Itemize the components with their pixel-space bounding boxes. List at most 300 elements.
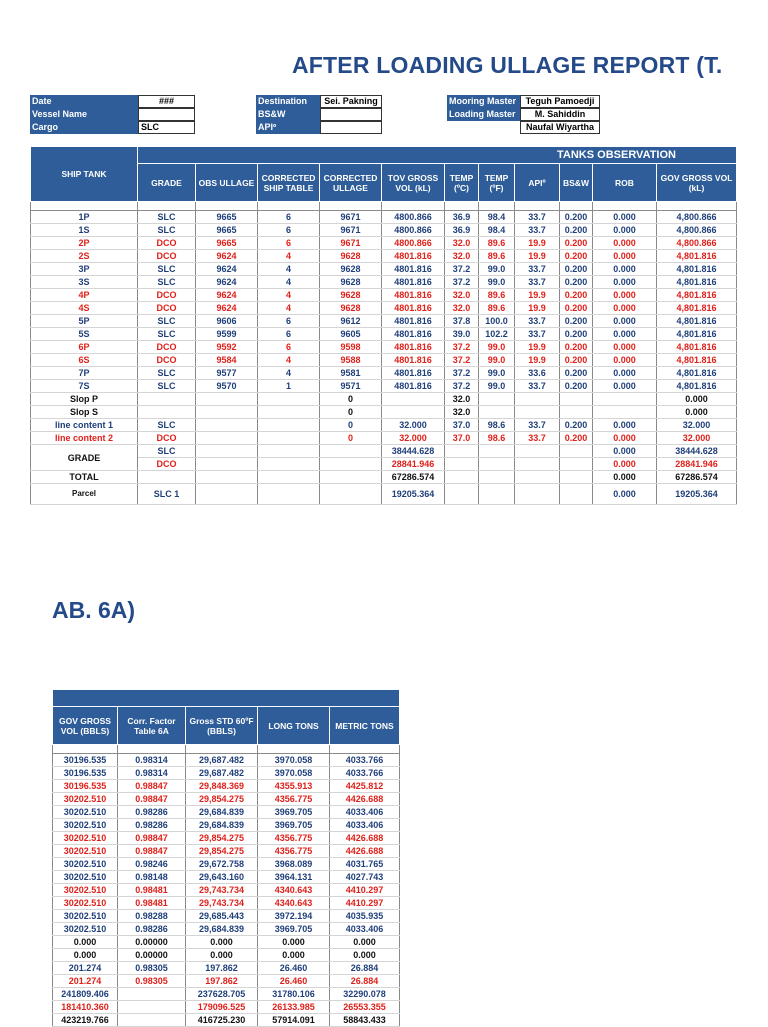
conversion-table-body [53, 745, 400, 1027]
cell-grade: SLC [138, 380, 196, 393]
cell-temp-f [479, 393, 515, 406]
cell-bsw: 0.200 [560, 341, 593, 354]
conversion-row [53, 767, 400, 780]
cell-long-tons: 3969.705 [258, 806, 330, 819]
cell-rob: 0.000 [593, 224, 657, 237]
cell-grade [138, 393, 196, 406]
cell-temp-f: 99.0 [479, 276, 515, 289]
cell-grade: DCO [138, 289, 196, 302]
conversion-row [53, 806, 400, 819]
cell-gross-std: 29,687.482 [186, 767, 258, 780]
cell-corr-factor: 0.98847 [118, 793, 186, 806]
cell-metric-tons: 4033.406 [330, 923, 400, 936]
empty-cell [320, 484, 382, 505]
cell-corr-factor: 0.98246 [118, 858, 186, 871]
tank-row [31, 367, 737, 380]
cell-ship-tank: line content 2 [31, 432, 138, 445]
cell-gross-std: 179096.525 [186, 1001, 258, 1014]
cell-corrected-ship-table: 4 [258, 289, 320, 302]
cell-tov-gross-vol: 4801.816 [382, 289, 445, 302]
cell-long-tons: 4356.775 [258, 832, 330, 845]
cell-tov-gross-vol: 19205.364 [382, 484, 445, 505]
cell-gross-std: 29,672.758 [186, 858, 258, 871]
cell-corrected-ullage: 9581 [320, 367, 382, 380]
conversion-row [53, 793, 400, 806]
cell-corr-factor: 0.98286 [118, 923, 186, 936]
conversion-row [53, 975, 400, 988]
report-title-continued: AB. 6A) [52, 597, 136, 623]
cell-ship-tank: 4P [31, 289, 138, 302]
tank-row [31, 302, 737, 315]
cell-corrected-ship-table: 4 [258, 263, 320, 276]
cell-temp-c: 37.2 [445, 263, 479, 276]
cell-corrected-ship-table: 6 [258, 315, 320, 328]
cell-api: 33.7 [515, 419, 560, 432]
conversion-row [53, 832, 400, 845]
spacer-row [31, 202, 737, 211]
cell-bsw [560, 393, 593, 406]
empty-cell [515, 458, 560, 471]
total-row [31, 471, 737, 484]
conversion-row [53, 923, 400, 936]
empty-cell [560, 471, 593, 484]
date-label: Date [30, 95, 138, 108]
cell-bsw: 0.200 [560, 276, 593, 289]
cell-grade: SLC [138, 276, 196, 289]
cell-long-tons: 26.460 [258, 975, 330, 988]
cell-gov-bbls: 30202.510 [53, 793, 118, 806]
conversion-row [53, 897, 400, 910]
cell-grade: DCO [138, 458, 196, 471]
cell-gov-gross-vol: 4,800.866 [657, 237, 737, 250]
cell-grade: SLC [138, 315, 196, 328]
header-metric-tons: METRIC TONS [330, 707, 400, 745]
cell-tov-gross-vol: 32.000 [382, 419, 445, 432]
cell-gov-gross-vol: 4,801.816 [657, 250, 737, 263]
cell-temp-c: 32.0 [445, 237, 479, 250]
cell-rob: 0.000 [593, 471, 657, 484]
cell-temp-f: 89.6 [479, 289, 515, 302]
cell-temp-c: 37.2 [445, 380, 479, 393]
cell-temp-f: 89.6 [479, 302, 515, 315]
header-temp-f: TEMP (ºF) [479, 164, 515, 202]
cell-obs-ullage: 9577 [196, 367, 258, 380]
cargo-value: SLC [138, 121, 195, 134]
cell-api: 19.9 [515, 341, 560, 354]
cell-corr-factor: 0.98314 [118, 754, 186, 767]
cell-api: 19.9 [515, 354, 560, 367]
cell-gross-std: 29,684.839 [186, 806, 258, 819]
cell-metric-tons: 58843.433 [330, 1014, 400, 1027]
cell-bsw: 0.200 [560, 224, 593, 237]
empty-cell [479, 471, 515, 484]
cell-corr-factor: 0.98286 [118, 806, 186, 819]
cell-gov-gross-vol: 67286.574 [657, 471, 737, 484]
header-corrected-ullage: CORRECTED ULLAGE [320, 164, 382, 202]
empty-cell [258, 445, 320, 458]
cell-gov-gross-vol: 4,801.816 [657, 380, 737, 393]
header-grade: GRADE [138, 164, 196, 202]
cell-grade: DCO [138, 250, 196, 263]
cell-metric-tons: 4035.935 [330, 910, 400, 923]
cell-long-tons: 26.460 [258, 962, 330, 975]
cell-long-tons: 4356.775 [258, 793, 330, 806]
cell-tov-gross-vol: 32.000 [382, 432, 445, 445]
empty-cell [479, 458, 515, 471]
tank-row [31, 354, 737, 367]
cell-rob: 0.000 [593, 263, 657, 276]
report-title: AFTER LOADING ULLAGE REPORT (T. [292, 52, 723, 78]
empty-cell [560, 484, 593, 505]
cell-gov-bbls: 30202.510 [53, 910, 118, 923]
cell-corrected-ullage: 9671 [320, 211, 382, 224]
cell-tov-gross-vol: 4800.866 [382, 224, 445, 237]
cell-corrected-ullage: 9628 [320, 276, 382, 289]
cell-gross-std: 29,643.160 [186, 871, 258, 884]
cell-bsw: 0.200 [560, 419, 593, 432]
cell-long-tons: 31780.106 [258, 988, 330, 1001]
cell-grade: SLC [138, 263, 196, 276]
cell-gov-gross-vol: 19205.364 [657, 484, 737, 505]
cell-temp-c: 32.0 [445, 393, 479, 406]
empty-cell [196, 445, 258, 458]
conversion-row [53, 884, 400, 897]
cell-obs-ullage: 9624 [196, 302, 258, 315]
loading-label: Loading Master [447, 108, 520, 121]
tank-row [31, 263, 737, 276]
cell-temp-c: 37.0 [445, 432, 479, 445]
tank-row [31, 432, 737, 445]
header-gov-bbls: GOV GROSS VOL (BBLS) [53, 707, 118, 745]
cell-temp-f: 99.0 [479, 341, 515, 354]
cell-grade: SLC [138, 445, 196, 458]
empty-cell [515, 484, 560, 505]
cell-corrected-ullage: 9628 [320, 289, 382, 302]
cell-gov-gross-vol: 4,801.816 [657, 367, 737, 380]
conversion-row [53, 858, 400, 871]
cell-tov-gross-vol: 28841.946 [382, 458, 445, 471]
cell-temp-f: 98.6 [479, 419, 515, 432]
conversion-row [53, 936, 400, 949]
cell-ship-tank: 6P [31, 341, 138, 354]
tank-row [31, 328, 737, 341]
header-corr-factor: Corr. Factor Table 6A [118, 707, 186, 745]
cell-corr-factor: 0.98286 [118, 819, 186, 832]
cell-temp-c: 32.0 [445, 406, 479, 419]
cell-long-tons: 4355.913 [258, 780, 330, 793]
cell-tov-gross-vol: 4801.816 [382, 276, 445, 289]
cell-gross-std: 29,743.734 [186, 897, 258, 910]
cell-temp-f: 98.4 [479, 211, 515, 224]
conversion-row [53, 845, 400, 858]
tank-row [31, 341, 737, 354]
cell-ship-tank: 7P [31, 367, 138, 380]
bsw-label: BS&W [256, 108, 320, 121]
mooring-label: Mooring Master [447, 95, 520, 108]
cell-obs-ullage: 9570 [196, 380, 258, 393]
cell-corrected-ullage: 9598 [320, 341, 382, 354]
cell-corr-factor: 0.98481 [118, 897, 186, 910]
cell-corr-factor: 0.00000 [118, 936, 186, 949]
cell-gov-gross-vol: 4,801.816 [657, 354, 737, 367]
cell-temp-c: 37.8 [445, 315, 479, 328]
empty-cell [445, 484, 479, 505]
tank-row [31, 250, 737, 263]
tank-row [31, 276, 737, 289]
cell-tov-gross-vol: 4801.816 [382, 302, 445, 315]
cell-grade: DCO [138, 341, 196, 354]
cell-gross-std: 197.862 [186, 975, 258, 988]
cell-corr-factor: 0.98847 [118, 832, 186, 845]
cell-ship-tank: Slop P [31, 393, 138, 406]
conversion-table [52, 689, 400, 1027]
empty-cell [196, 471, 258, 484]
cell-gov-gross-vol: 0.000 [657, 393, 737, 406]
cell-bsw: 0.200 [560, 315, 593, 328]
cell-metric-tons: 4426.688 [330, 845, 400, 858]
empty-cell [196, 484, 258, 505]
conversion-row [53, 988, 400, 1001]
header-temp-c: TEMP (ºC) [445, 164, 479, 202]
cell-grade: DCO [138, 237, 196, 250]
cell-bsw: 0.200 [560, 367, 593, 380]
cell-grade: SLC [138, 328, 196, 341]
cell-gov-gross-vol: 4,801.816 [657, 302, 737, 315]
cell-gov-bbls: 30202.510 [53, 832, 118, 845]
grade-label: GRADE [31, 445, 138, 471]
cell-grade: DCO [138, 302, 196, 315]
cell-temp-f: 99.0 [479, 367, 515, 380]
cell-obs-ullage [196, 419, 258, 432]
cell-corrected-ullage: 9571 [320, 380, 382, 393]
cell-ship-tank: 3S [31, 276, 138, 289]
group-header-tanks-observation: TANKS OBSERVATION [138, 147, 737, 164]
cell-gov-bbls: 30202.510 [53, 884, 118, 897]
cell-corrected-ullage: 9588 [320, 354, 382, 367]
cell-bsw: 0.200 [560, 302, 593, 315]
tank-row [31, 315, 737, 328]
cell-temp-c: 37.2 [445, 367, 479, 380]
cell-tov-gross-vol: 4801.816 [382, 354, 445, 367]
cell-long-tons: 57914.091 [258, 1014, 330, 1027]
cell-api: 33.7 [515, 224, 560, 237]
destination-label: Destination [256, 95, 320, 108]
cell-corrected-ullage: 9671 [320, 224, 382, 237]
cell-long-tons: 26133.985 [258, 1001, 330, 1014]
cell-tov-gross-vol [382, 406, 445, 419]
cell-long-tons: 0.000 [258, 949, 330, 962]
tank-row [31, 289, 737, 302]
cell-corr-factor: 0.98305 [118, 975, 186, 988]
cell-long-tons: 3972.194 [258, 910, 330, 923]
cell-rob: 0.000 [593, 419, 657, 432]
cell-ship-tank: 5S [31, 328, 138, 341]
cell-gov-bbls: 201.274 [53, 962, 118, 975]
empty-cell [560, 445, 593, 458]
cell-gross-std: 29,684.839 [186, 819, 258, 832]
cell-rob: 0.000 [593, 458, 657, 471]
cell-obs-ullage: 9624 [196, 289, 258, 302]
cell-metric-tons: 4426.688 [330, 832, 400, 845]
cell-obs-ullage: 9665 [196, 211, 258, 224]
header-obs-ullage: OBS ULLAGE [196, 164, 258, 202]
cell-gross-std: 29,854.275 [186, 793, 258, 806]
cell-gov-gross-vol: 32.000 [657, 432, 737, 445]
cell-gov-gross-vol: 4,801.816 [657, 315, 737, 328]
cell-api: 33.7 [515, 328, 560, 341]
cell-long-tons: 4340.643 [258, 884, 330, 897]
cell-gov-gross-vol: 38444.628 [657, 445, 737, 458]
cell-gov-bbls: 30196.535 [53, 767, 118, 780]
header-gov-gross-vol: GOV GROSS VOL (kL) [657, 164, 737, 202]
cell-temp-f: 99.0 [479, 263, 515, 276]
cell-corrected-ullage: 9671 [320, 237, 382, 250]
grade-summary-row [31, 445, 737, 458]
cell-corrected-ship-table: 4 [258, 367, 320, 380]
conversion-row [53, 1001, 400, 1014]
cell-gross-std: 29,848.369 [186, 780, 258, 793]
cell-temp-c: 39.0 [445, 328, 479, 341]
cell-corr-factor: 0.98481 [118, 884, 186, 897]
cell-temp-c: 37.0 [445, 419, 479, 432]
cell-obs-ullage [196, 393, 258, 406]
cell-grade: DCO [138, 432, 196, 445]
cell-long-tons: 3969.705 [258, 819, 330, 832]
tank-row [31, 211, 737, 224]
empty-cell [445, 471, 479, 484]
cell-temp-c: 32.0 [445, 302, 479, 315]
cell-ship-tank: 4S [31, 302, 138, 315]
cell-corr-factor: 0.98288 [118, 910, 186, 923]
cell-grade: DCO [138, 354, 196, 367]
cell-gov-bbls: 30202.510 [53, 806, 118, 819]
conversion-row [53, 780, 400, 793]
cell-temp-f: 100.0 [479, 315, 515, 328]
cell-api: 33.7 [515, 380, 560, 393]
empty-cell [515, 445, 560, 458]
cell-temp-c: 37.2 [445, 341, 479, 354]
cell-corr-factor: 0.00000 [118, 949, 186, 962]
cell-temp-f: 89.6 [479, 250, 515, 263]
conversion-row [53, 962, 400, 975]
conversion-row [53, 1014, 400, 1027]
cell-ship-tank: Slop S [31, 406, 138, 419]
empty-cell [258, 484, 320, 505]
cell-rob: 0.000 [593, 380, 657, 393]
cell-gov-bbls: 0.000 [53, 949, 118, 962]
mooring-value: Teguh Pamoedji [520, 95, 600, 108]
cell-rob: 0.000 [593, 211, 657, 224]
cell-temp-f: 99.0 [479, 354, 515, 367]
cell-corrected-ship-table [258, 393, 320, 406]
cell-api [515, 393, 560, 406]
cell-corrected-ship-table: 6 [258, 237, 320, 250]
cell-corrected-ullage: 9605 [320, 328, 382, 341]
cell-tov-gross-vol: 4800.866 [382, 211, 445, 224]
cell-gov-bbls: 30202.510 [53, 871, 118, 884]
cell-rob: 0.000 [593, 276, 657, 289]
empty-cell [258, 471, 320, 484]
cell-metric-tons: 4426.688 [330, 793, 400, 806]
cell-temp-c: 32.0 [445, 289, 479, 302]
vessel-value [138, 108, 195, 121]
header-ship-tank: SHIP TANK [31, 147, 138, 202]
cell-bsw [560, 406, 593, 419]
cell-api: 19.9 [515, 289, 560, 302]
cell-api [515, 406, 560, 419]
cell-gov-bbls: 181410.360 [53, 1001, 118, 1014]
cell-rob: 0.000 [593, 367, 657, 380]
cell-obs-ullage: 9599 [196, 328, 258, 341]
header-rob: ROB [593, 164, 657, 202]
cell-temp-f: 99.0 [479, 380, 515, 393]
cell-gov-bbls: 201.274 [53, 975, 118, 988]
conversion-row [53, 871, 400, 884]
cell-corr-factor: 0.98148 [118, 871, 186, 884]
cell-gross-std: 197.862 [186, 962, 258, 975]
cell-ship-tank: line content 1 [31, 419, 138, 432]
cell-temp-c: 36.9 [445, 211, 479, 224]
cell-long-tons: 4340.643 [258, 897, 330, 910]
tank-row [31, 237, 737, 250]
cell-corrected-ship-table: 6 [258, 211, 320, 224]
cell-obs-ullage [196, 432, 258, 445]
cell-metric-tons: 32290.078 [330, 988, 400, 1001]
cell-temp-f: 89.6 [479, 237, 515, 250]
tanks-observation-table [30, 146, 737, 505]
cell-rob: 0.000 [593, 445, 657, 458]
tank-row [31, 380, 737, 393]
cell-metric-tons: 4027.743 [330, 871, 400, 884]
cell-bsw: 0.200 [560, 263, 593, 276]
tank-row [31, 406, 737, 419]
parcel-row [31, 484, 737, 505]
api-value [320, 121, 382, 134]
cell-long-tons: 3964.131 [258, 871, 330, 884]
loading-value: M. Sahiddin [520, 108, 600, 121]
cell-corr-factor: 0.98847 [118, 780, 186, 793]
vessel-label: Vessel Name [30, 108, 138, 121]
cell-tov-gross-vol: 4801.816 [382, 263, 445, 276]
cell-metric-tons: 26.884 [330, 975, 400, 988]
header-bsw: BS&W [560, 164, 593, 202]
header-gross-std: Gross STD 60ºF (BBLS) [186, 707, 258, 745]
cell-rob: 0.000 [593, 432, 657, 445]
cell-ship-tank: 1P [31, 211, 138, 224]
cell-ship-tank: 1S [31, 224, 138, 237]
cell-gross-std: 29,854.275 [186, 832, 258, 845]
cell-temp-c: 36.9 [445, 224, 479, 237]
cell-gross-std: 0.000 [186, 936, 258, 949]
cell-gross-std: 416725.230 [186, 1014, 258, 1027]
cell-bsw: 0.200 [560, 250, 593, 263]
cell-bsw: 0.200 [560, 289, 593, 302]
cell-tov-gross-vol: 4801.816 [382, 367, 445, 380]
cargo-label: Cargo [30, 121, 138, 134]
cell-gov-gross-vol: 4,801.816 [657, 276, 737, 289]
cell-corrected-ullage: 9628 [320, 263, 382, 276]
conversion-row [53, 754, 400, 767]
cell-obs-ullage: 9606 [196, 315, 258, 328]
conversion-row [53, 910, 400, 923]
cell-temp-f: 98.4 [479, 224, 515, 237]
cell-metric-tons: 4410.297 [330, 884, 400, 897]
cell-tov-gross-vol: 4800.866 [382, 237, 445, 250]
cell-gov-gross-vol: 4,801.816 [657, 289, 737, 302]
cell-long-tons: 3969.705 [258, 923, 330, 936]
date-value: ### [138, 95, 195, 108]
cell-gov-bbls: 423219.766 [53, 1014, 118, 1027]
